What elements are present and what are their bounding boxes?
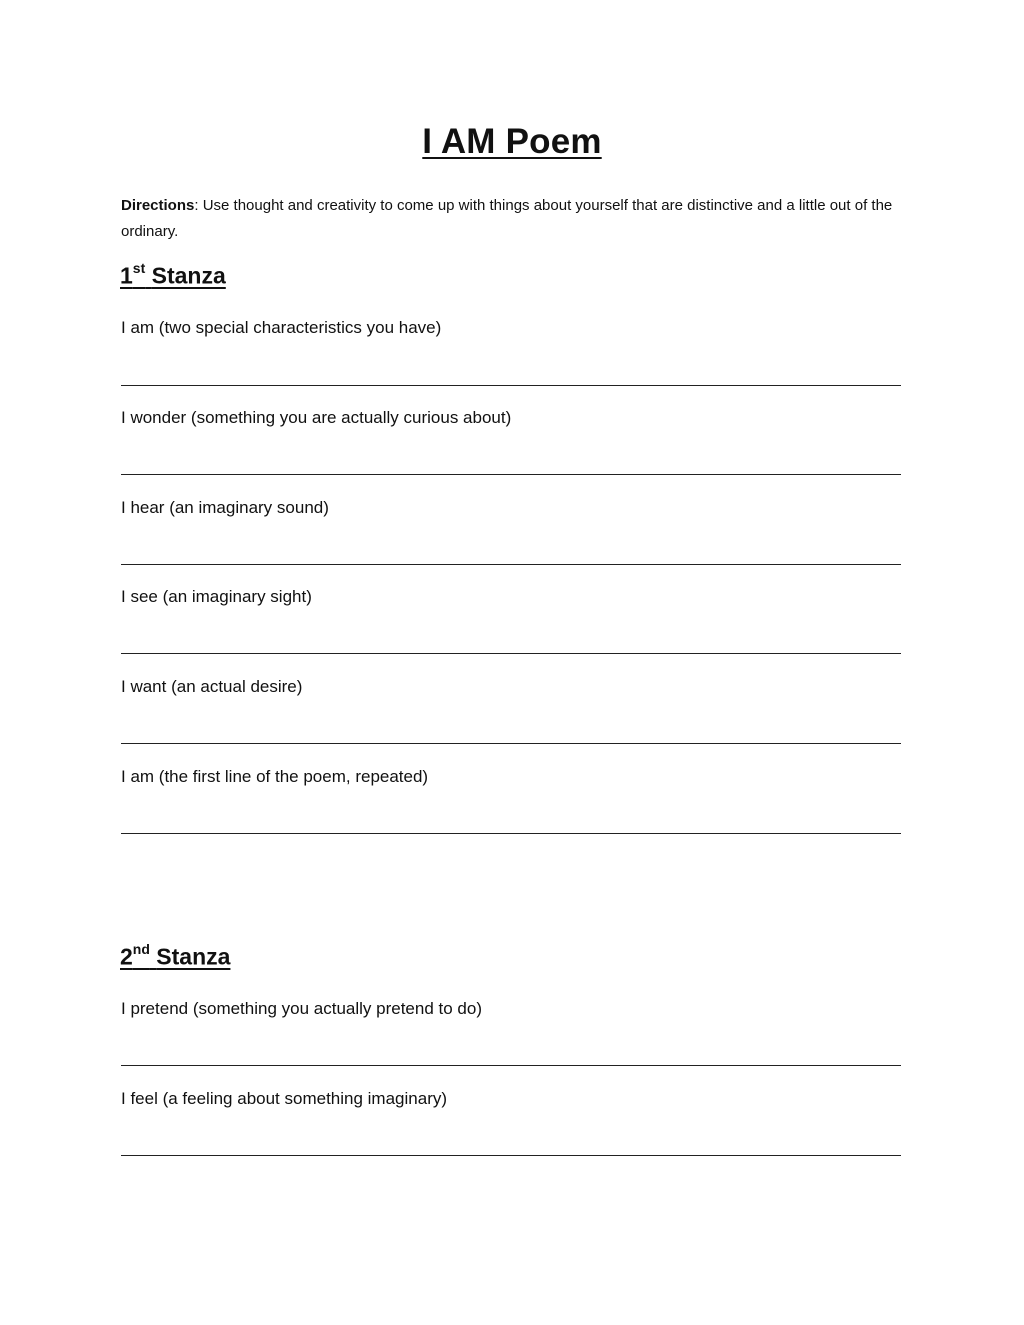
stanza-1-suffix: st	[132, 260, 146, 276]
answer-line-8[interactable]	[121, 1155, 901, 1156]
answer-line-3[interactable]	[121, 564, 901, 565]
answer-line-2[interactable]	[121, 474, 901, 475]
stanza-1-label: Stanza	[151, 262, 226, 289]
answer-line-6[interactable]	[121, 833, 901, 834]
directions-paragraph	[121, 193, 911, 245]
stanza-2-label: Stanza	[156, 943, 231, 970]
prompt-i-pretend: I pretend (something you actually pretend to do)	[121, 999, 482, 1018]
answer-line-1[interactable]	[121, 385, 901, 386]
prompt-i-want: I want (an actual desire)	[121, 677, 303, 696]
answer-line-4[interactable]	[121, 653, 901, 654]
prompt-i-feel: I feel (a feeling about something imaginary)	[121, 1089, 448, 1108]
page-title: I AM Poem	[422, 122, 602, 161]
stanza-2-suffix: nd	[132, 941, 150, 957]
prompt-i-see: I see (an imaginary sight)	[121, 587, 312, 606]
stanza-1-number: 1	[120, 262, 133, 289]
stanza-1-heading	[120, 262, 226, 290]
answer-line-5[interactable]	[121, 743, 901, 744]
directions-lead: Directions	[121, 197, 195, 214]
prompt-i-wonder: I wonder (something you are actually curious about)	[121, 408, 512, 427]
stanza-2-number: 2	[120, 943, 133, 970]
prompt-i-hear: I hear (an imaginary sound)	[121, 498, 329, 517]
directions-text: : Use thought and creativity to come up with things about yourself that are distinctive and a little out of the ordinary.	[121, 197, 893, 240]
answer-line-7[interactable]	[121, 1065, 901, 1066]
stanza-2-heading	[120, 943, 230, 971]
prompt-i-am-repeated: I am (the first line of the poem, repeated)	[121, 767, 429, 786]
prompt-i-am-characteristics: I am (two special characteristics you have)	[121, 318, 442, 337]
